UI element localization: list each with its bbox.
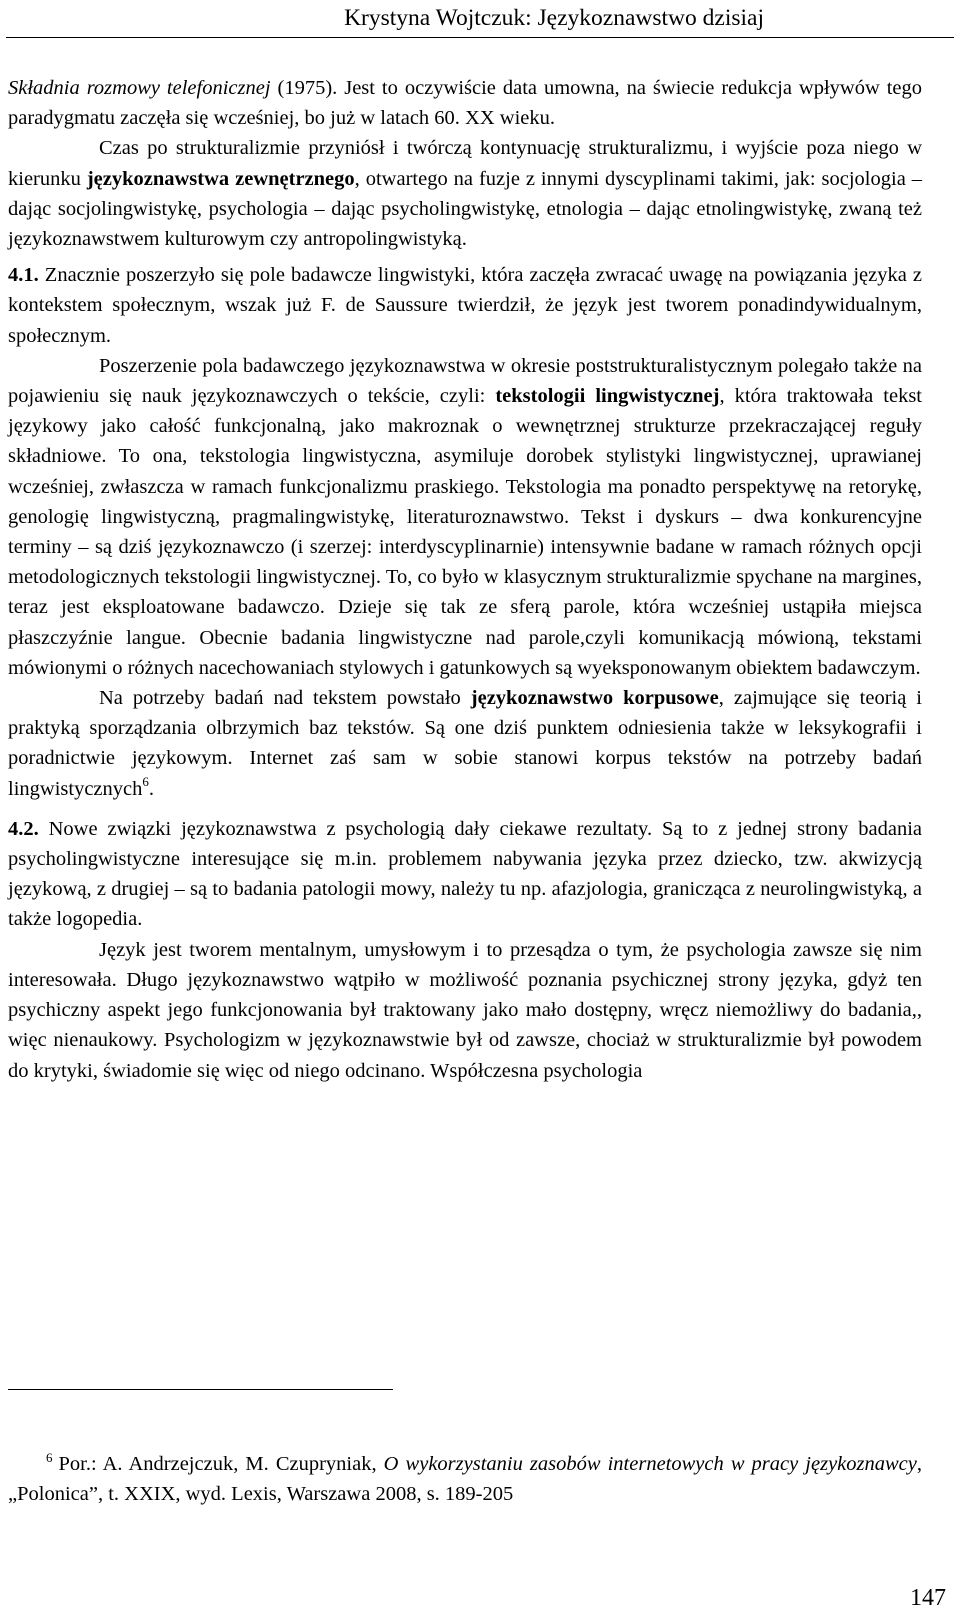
paragraph: Poszerzenie pola badawczego językoznawstwa w okresie poststrukturalistycznym polegało także na pojawieniu się nauk językoznawczych o tekście, czyli: tekstologii lingwistycznej, która traktowała tekst językowy jako całość funkcjonalną, jako makroznak o wewnętrznej strukturze przekraczającej reguły składniowe. To ona, tekstologia lingwistyczna, asymiluje dorobek stylistyki lingwistycznej, uprawianej wcześniej, zwłaszcza w ramach funkcjonalizmu praskiego. Tekstologia ma ponadto perspektywę na retorykę, genologię lingwistyczną, pragmalingwistykę, literaturoznawstwo. Tekst i dyskurs – dwa konkurencyjne terminy – są dziś językoznawczo (i szerzej: interdyscyplinarnie) intensywnie badane w ramach różnych opcji metodologicznych tekstologii lingwistycznej. To, co było w klasycznym strukturalizmie spychane na margines, teraz jest eksploatowane badawczo. Dzieje się tak ze sferą parole, która wcześniej ustąpiła miejsca płaszczyźnie langue. Obecnie badania lingwistyczne nad parole,czyli komunikacją mówioną, tekstami mówionymi o różnych nacechowaniach stylowych i gatunkowych są wyeksponowanym obiektem badawczym. bbox=[8, 354, 922, 679]
footnote: $^6$ Por.: A. Andrzejczuk, M. Czupryniak, O wykorzystaniu zasobów internetowych w pracy językoznawcy, „Polonica”, t. XXIX, wyd. Lexis, Warszawa 2008, s. 189-205 bbox=[8, 1450, 923, 1505]
running-head bbox=[6, 0, 954, 38]
key-term: językoznawstwo korpusowe bbox=[470, 687, 719, 710]
paragraph: Składnia rozmowy telefonicznej (1975). Jest to oczywiście data umowna, na świecie redukcja wpływów tego paradygmatu zaczęła się wcześniej, bo już w latach 60. XX wieku. bbox=[8, 77, 922, 130]
footnote-cited-title: O wykorzystaniu zasobów internetowych w pracy językoznawcy bbox=[383, 1453, 917, 1475]
footnote-divider bbox=[8, 1389, 393, 1390]
paragraph: Czas po strukturalizmie przyniósł i twórczą kontynuację strukturalizmu, i wyjście poza niego w kierunku językoznawstwa zewnętrznego, otwartego na fuzje z innymi dyscyplinami takimi, jak: socjologia – dając socjolingwistykę, psychologia – dając psycholingwistykę, etnologia – dając etnolingwistykę, zwaną też językoznawstwem kulturowym czy antropolingwistyką. bbox=[8, 137, 922, 251]
main-text bbox=[8, 73, 922, 1086]
running-title: Krystyna Wojtczuk: Językoznawstwo dzisiaj bbox=[344, 5, 764, 31]
paragraph: Język jest tworem mentalnym, umysłowym i to przesądza o tym, że psychologia zawsze się nim interesowała. Długo językoznawstwo wątpiło w możliwość poznania psychicznej strony języka, gdyż ten psychiczny aspekt jego funkcjonowania był traktowany jako mało dostępny, wręcz niemożliwy do badania,, więc nienaukowy. Psychologizm w językoznawstwie był od zawsze, chociaż w strukturalizmie był powodem do krytyki, świadomie się więc od niego odcinano. Współczesna psychologia bbox=[8, 938, 922, 1082]
section-4-2: 4.2. Nowe związki językoznawstwa z psychologią dały ciekawe rezultaty. Są to z jednej strony badania psycholingwistyczne interesujące się m.in. problemem nabywania języka przez dziecko, tzw. akwizycją językową, z drugiej – są to badania patologii mowy, należy tu np. afazjologia, granicząca z neurolingwistyką, a także logopedia. bbox=[8, 817, 922, 931]
section-4-1: 4.1. Znacznie poszerzyło się pole badawcze lingwistyki, która zaczęła zwracać uwagę na powiązania języka z kontekstem społecznym, wszak już F. de Saussure twierdził, że język jest tworem ponadindywidualnym, społecznym. bbox=[8, 264, 922, 347]
section-number: 4.1. bbox=[8, 264, 39, 287]
paragraph: Na potrzeby badań nad tekstem powstało językoznawstwo korpusowe, zajmujące się teorią i praktyką sporządzania olbrzymich baz tekstów. Są one dziś punktem odniesienia także w leksykografii i poradnictwie językowym. Internet zaś sam w sobie stanowi korpus tekstów na potrzeby badań lingwistycznych$^6$. bbox=[8, 687, 922, 800]
section-number: 4.2. bbox=[8, 817, 39, 840]
key-term: tekstologii lingwistycznej bbox=[495, 385, 720, 408]
footnote-ref[interactable]: 6 bbox=[142, 773, 149, 789]
cited-title: Składnia rozmowy telefonicznej bbox=[8, 77, 271, 99]
key-term: językoznawstwa zewnętrznego bbox=[86, 167, 355, 190]
footnote-number: 6 bbox=[46, 1450, 53, 1465]
page-number: 147 bbox=[910, 1585, 946, 1611]
